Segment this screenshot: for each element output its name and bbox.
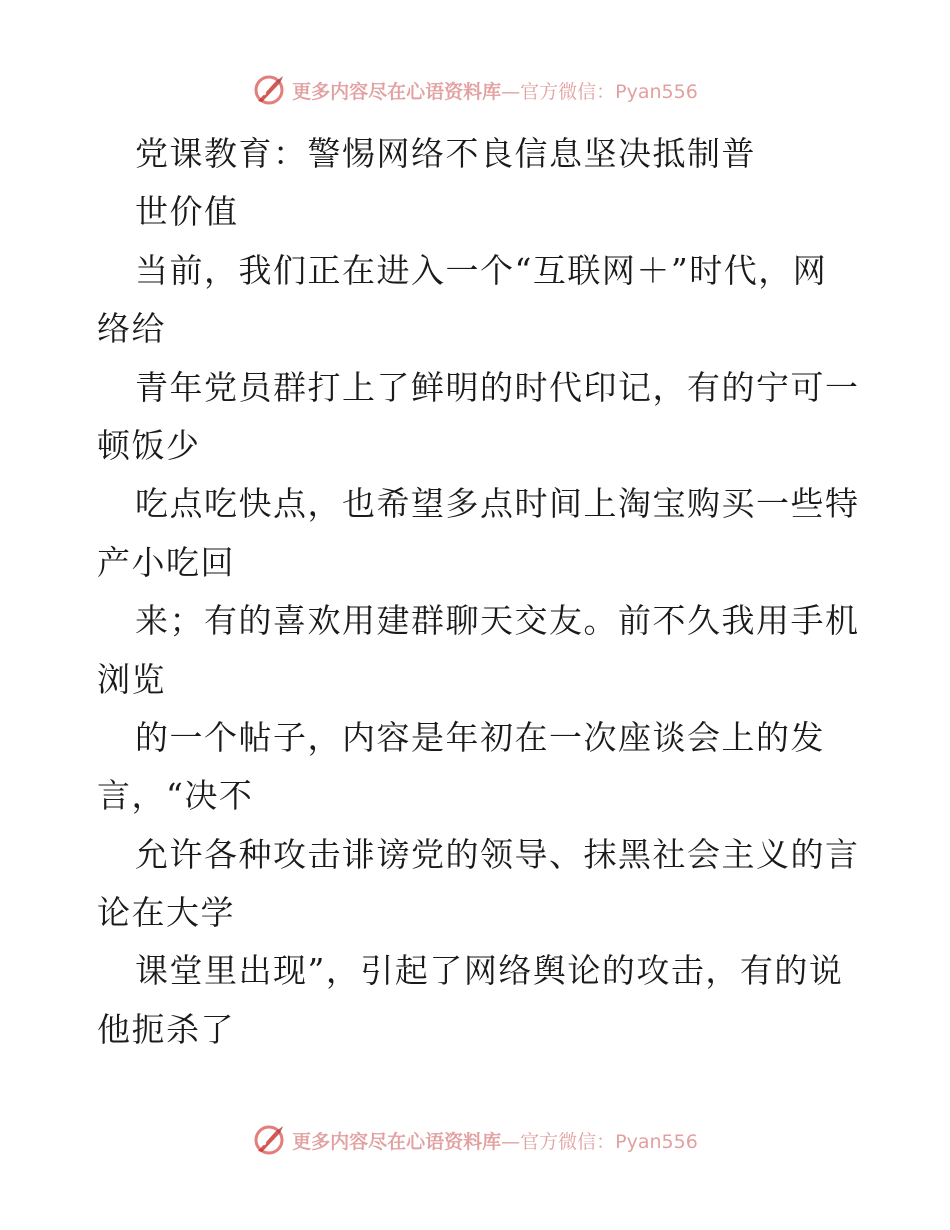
doc-line: 世价值 xyxy=(135,192,239,232)
doc-line: 他扼杀了 xyxy=(97,1009,235,1049)
header-banner-contact: —官方微信：Pyan556 xyxy=(501,80,698,103)
doc-line: 青年党员群打上了鲜明的时代印记，有的宁可一 xyxy=(135,367,860,407)
quill-logo-icon xyxy=(252,73,286,107)
footer-banner-contact: —官方微信：Pyan556 xyxy=(501,1130,698,1153)
footer-banner-text xyxy=(292,1127,698,1154)
doc-line: 来；有的喜欢用建群聊天交友。前不久我用手机 xyxy=(135,601,860,641)
doc-line: 浏览 xyxy=(97,659,166,699)
quill-logo-icon xyxy=(252,1123,286,1157)
doc-line: 的一个帖子，内容是年初在一次座谈会上的发 xyxy=(135,717,825,757)
footer-banner-title: 更多内容尽在心语资料库 xyxy=(292,1130,502,1153)
header-banner-text xyxy=(292,77,698,104)
doc-line: 产小吃回 xyxy=(97,542,235,582)
doc-line: 络给 xyxy=(97,309,166,349)
doc-line: 吃点吃快点，也希望多点时间上淘宝购买一些特 xyxy=(135,484,860,524)
header-banner-title: 更多内容尽在心语资料库 xyxy=(292,80,502,103)
doc-line: 课堂里出现”，引起了网络舆论的攻击，有的说 xyxy=(135,951,844,991)
doc-line: 当前，我们正在进入一个“互联网＋”时代，网 xyxy=(135,250,828,290)
doc-line: 允许各种攻击诽谤党的领导、抹黑社会主义的言 xyxy=(135,834,860,874)
header-banner xyxy=(0,70,950,110)
doc-line: 党课教育：警惕网络不良信息坚决抵制普 xyxy=(135,134,756,173)
footer-banner xyxy=(0,1120,950,1160)
document-body xyxy=(97,125,860,1059)
doc-line: 言，“决不 xyxy=(97,776,254,816)
doc-line: 顿饭少 xyxy=(97,425,201,465)
doc-line: 论在大学 xyxy=(97,893,235,933)
